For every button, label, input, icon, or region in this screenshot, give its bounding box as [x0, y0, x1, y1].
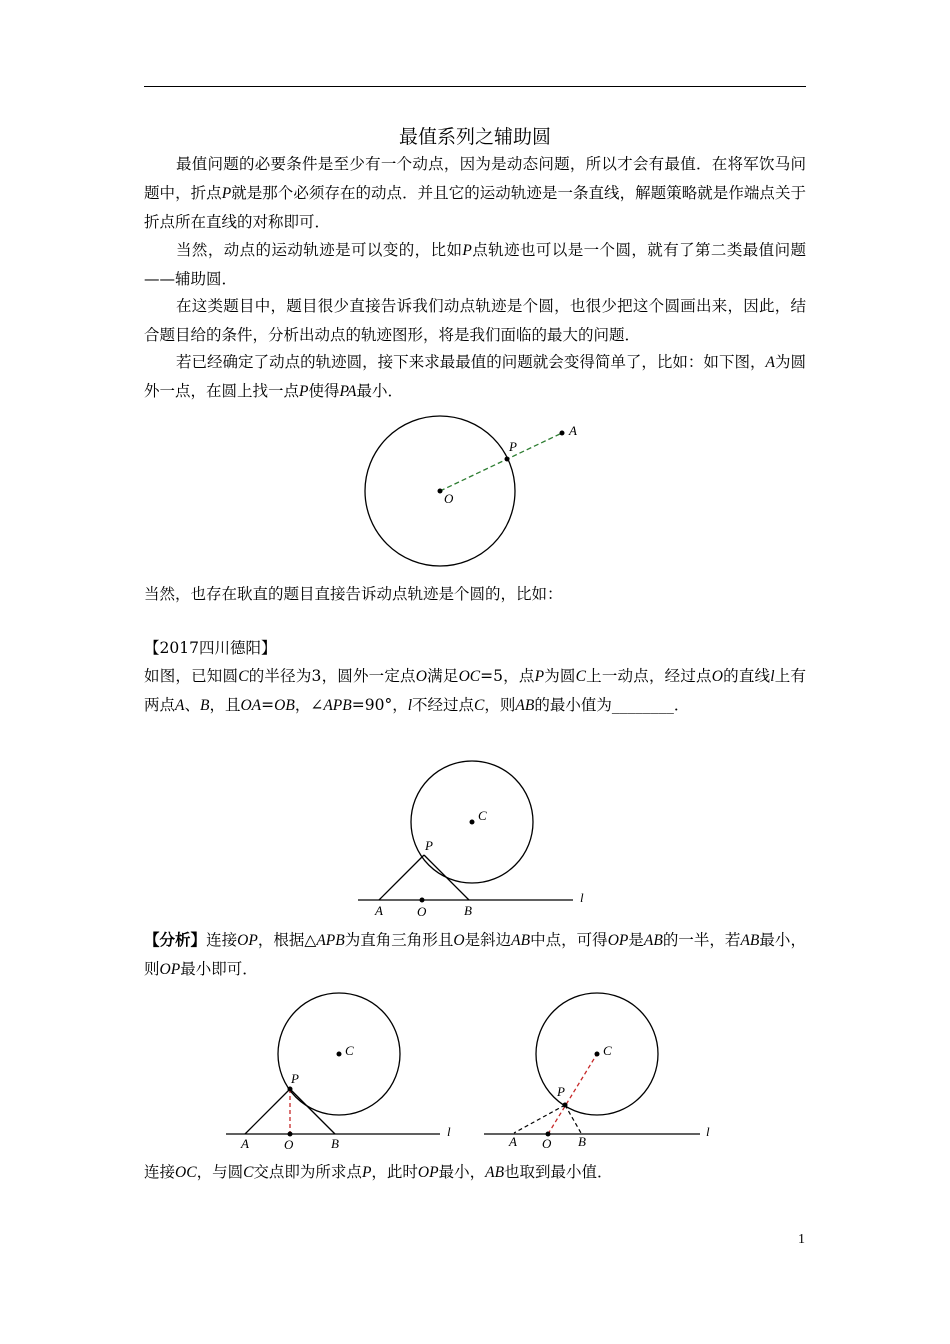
dashed-segment-oc: [548, 1054, 597, 1134]
label-o: O: [417, 904, 427, 919]
label-o: O: [444, 491, 454, 506]
paragraph-4: 若已经确定了动点的轨迹圆，接下来求最最值的问题就会变得简单了，比如：如下图，A为圆外一点，在圆上找一点P使得PA最小．: [144, 353, 806, 400]
label-o: O: [542, 1136, 552, 1151]
label-p: P: [509, 439, 517, 454]
paragraph-5: 当然，也存在耿直的题目直接告诉动点轨迹是个圆的，比如：: [144, 585, 563, 603]
label-b: B: [464, 903, 472, 918]
label-a: A: [241, 1136, 249, 1151]
label-c: C: [345, 1043, 354, 1058]
dashed-segment-pb: [565, 1105, 581, 1133]
label-p: P: [557, 1084, 565, 1099]
paragraph-3: 在这类题目中，题目很少直接告诉我们动点轨迹是个圆，也很少把这个圆画出来，因此，结合题目给的条件，分析出动点的轨迹图形，将是我们面临的最大的问题．: [144, 297, 806, 344]
label-p: P: [425, 838, 433, 853]
page-number: 1: [798, 1232, 805, 1247]
label-l: l: [580, 890, 584, 905]
label-p: P: [291, 1071, 299, 1086]
label-a: A: [375, 903, 383, 918]
label-c: C: [603, 1043, 612, 1058]
label-a: A: [509, 1134, 517, 1149]
source-tag: 【2017四川德阳】: [144, 639, 277, 657]
label-l: l: [447, 1124, 451, 1139]
point-c: [595, 1052, 600, 1057]
analysis: 【分析】连接OP，根据△APB为直角三角形且O是斜边AB中点，可得OP是AB的一半，若AB最小，则OP最小即可．: [144, 930, 806, 978]
problem-statement: 如图，已知圆C的半径为3，圆外一定点O满足OC=5，点P为圆C上一动点，经过点O的直线l上有两点A、B，且OA=OB，∠APB=90°，l不经过点C，则AB的最小值为________．: [144, 667, 806, 714]
label-l: l: [706, 1124, 710, 1139]
point-p: [563, 1103, 568, 1108]
paragraph-2: 当然，动点的运动轨迹是可以变的，比如P点轨迹也可以是一个圆，就有了第二类最值问题——辅助圆．: [144, 241, 806, 288]
label-b: B: [578, 1134, 586, 1149]
page-title: 最值系列之辅助圆: [398, 126, 551, 148]
label-b: B: [331, 1136, 339, 1151]
label-c: C: [478, 808, 487, 823]
conclusion: 连接OC，与圆C交点即为所求点P，此时OP最小，AB也取到最小值．: [144, 1163, 613, 1181]
label-a: A: [569, 423, 577, 438]
label-o: O: [284, 1137, 294, 1152]
paragraph-1: 最值问题的必要条件是至少有一个动点，因为是动态问题，所以才会有最值．在将军饮马问题中，折点P就是那个必须存在的动点．并且它的运动轨迹是一条直线，解题策略就是作端点关于折点所在直线的对称即可．: [144, 155, 806, 231]
